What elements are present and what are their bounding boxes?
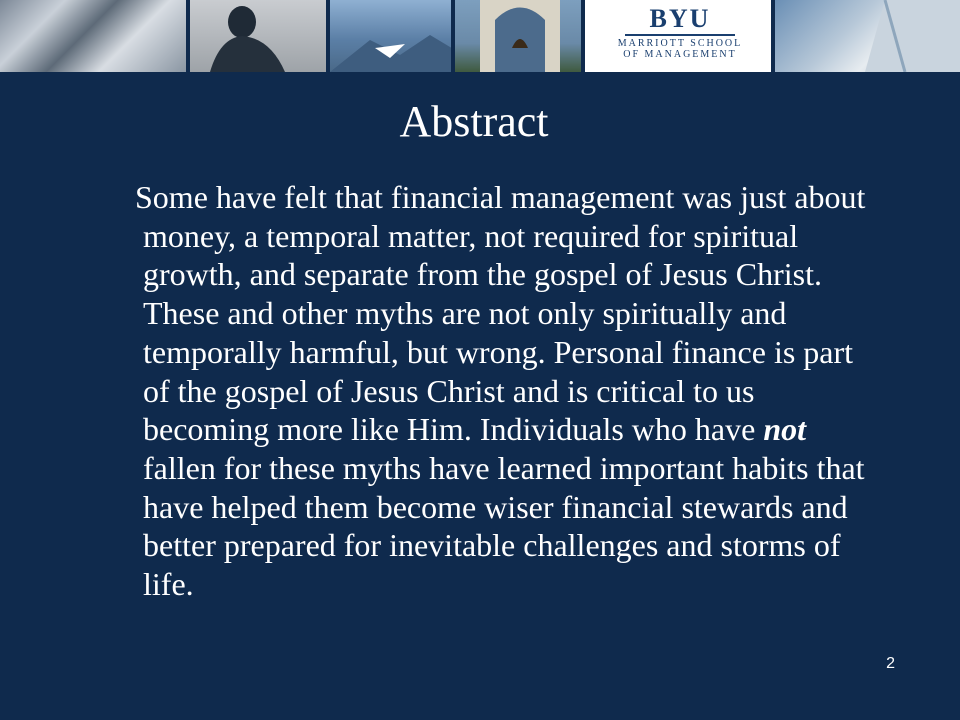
statue-icon: [190, 0, 330, 72]
page-number: 2: [886, 655, 895, 672]
banner-photo-tower: [775, 0, 960, 72]
logo-rule: [625, 34, 735, 36]
header-banner: [0, 0, 960, 72]
logo-line1: MARRIOTT SCHOOL: [617, 38, 743, 49]
banner-photo-building: [0, 0, 190, 72]
body-part2: fallen for these myths have learned important habits that have helped them become wiser financial stewards and better prepared for inevitable challenges and storms of life.: [143, 449, 865, 603]
bell-icon: [455, 0, 585, 72]
logo-name: BYU: [649, 4, 711, 33]
tower-icon: [775, 0, 960, 72]
banner-logo-panel: [585, 0, 775, 72]
banner-photo-bell: [455, 0, 585, 72]
banner-photo-statue: [190, 0, 330, 72]
body-part1: Some have felt that financial management was just about money, a temporal matter, not required for spiritual growth, and separate from the gospel of Jesus Christ. These and other myths are not only spiritually and temporally harmful, but wrong. Personal finance is part of the gospel of Jesus Christ and is critical to us becoming more like Him. Individuals who have: [135, 179, 866, 448]
body-emphasis: not: [763, 411, 806, 448]
slide-title: Abstract: [399, 97, 549, 146]
abstract-body: [110, 178, 870, 604]
mountain-y-icon: [330, 0, 455, 72]
banner-photo-mountain: [330, 0, 455, 72]
byu-logo: [585, 6, 775, 60]
logo-line2: OF MANAGEMENT: [623, 49, 737, 60]
